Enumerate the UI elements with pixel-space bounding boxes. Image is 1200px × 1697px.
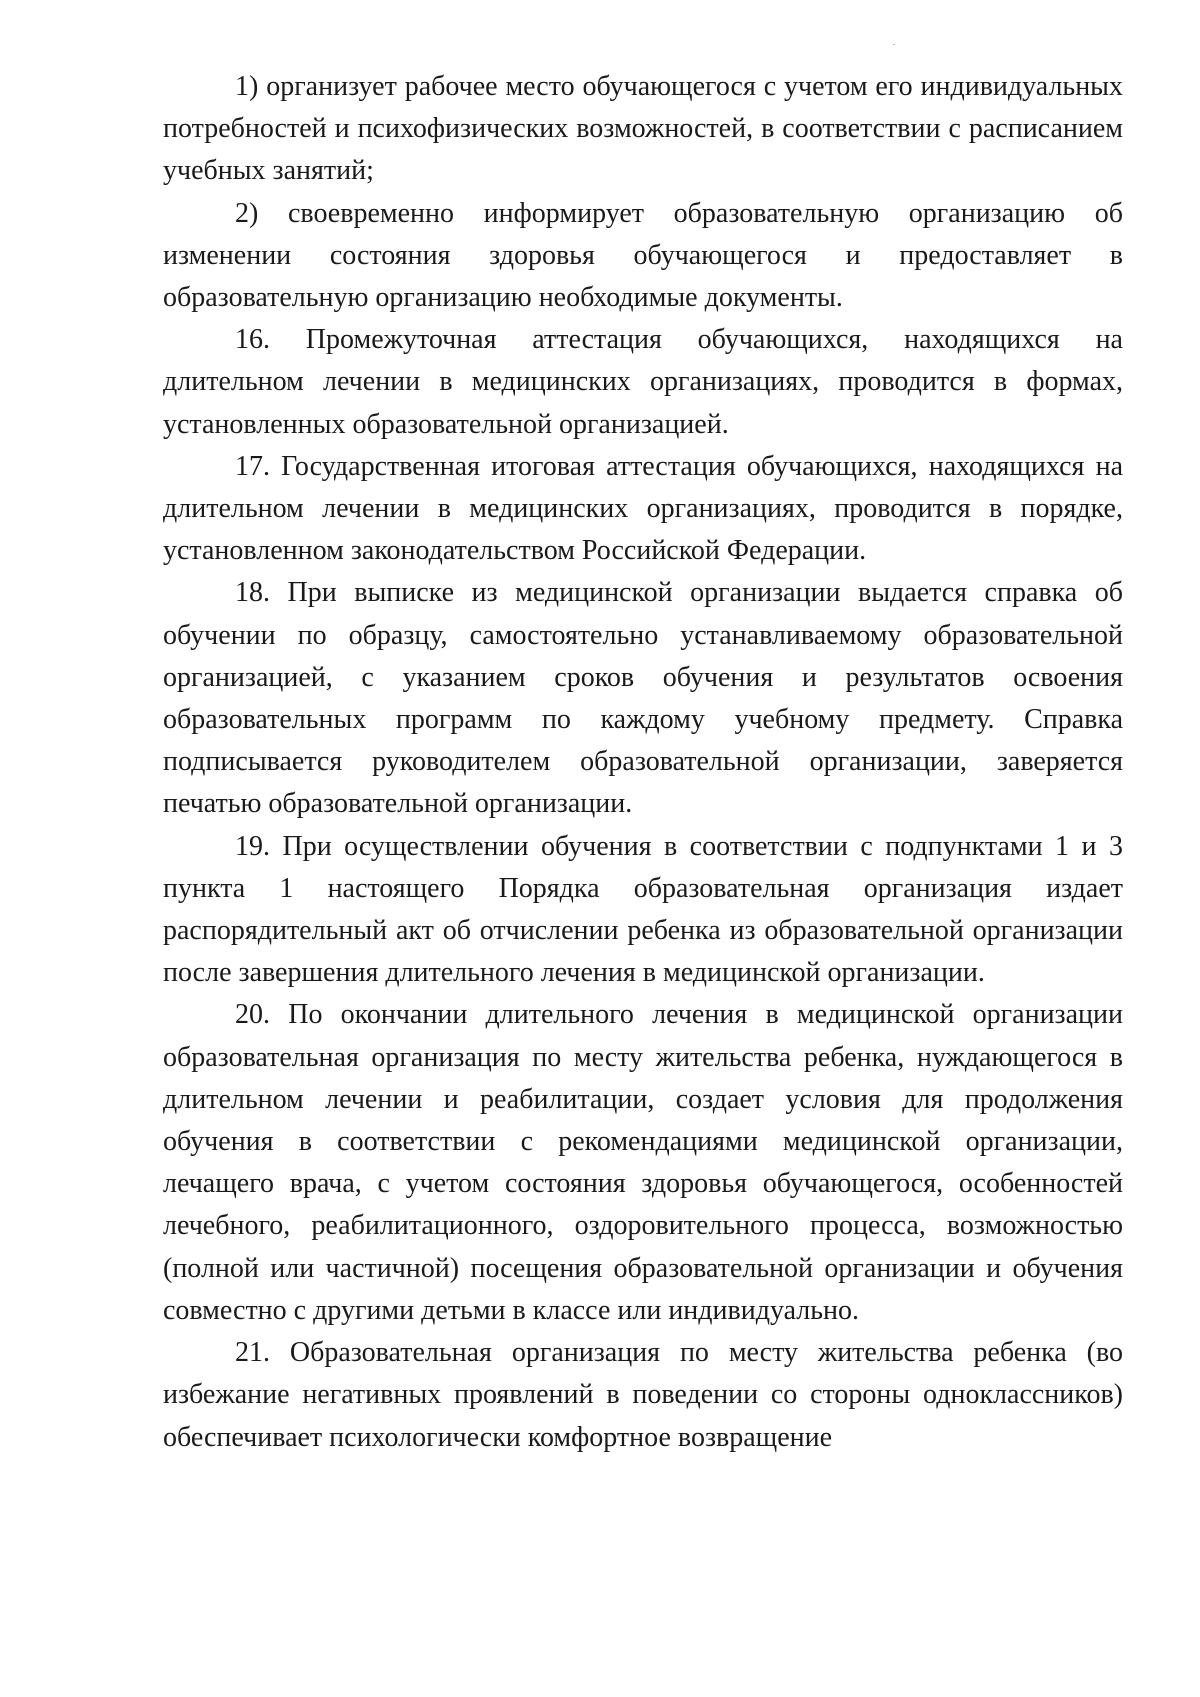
paragraph-19: 19. При осуществлении обучения в соответствии с подпунктами 1 и 3 пункта 1 настоящего Порядка образовательная организация издает распорядительный акт об отчислении ребенка из образовательной организации после завершения длительного лечения в медицинской организации. — [163, 830, 1123, 989]
paragraph-16: 16. Промежуточная аттестация обучающихся, находящихся на длительном лечении в медицинских организациях, проводится в формах, установленных образовательной организацией. — [163, 324, 1123, 440]
scan-speck — [893, 44, 895, 45]
paragraph-18: 18. При выписке из медицинской организации выдается справка об обучении по образцу, самостоятельно устанавливаемому образовательной организацией, с указанием сроков обучения и результатов освоения образовательных программ по каждому учебному предмету. Справка подписывается руководителем образовательной организации, заверяется печатью образовательной организации. — [163, 577, 1123, 820]
paragraph-item-1: 1) организует рабочее место обучающегося с учетом его индивидуальных потребностей и психофизических возможностей, в соответствии с расписанием учебных занятий; — [163, 71, 1123, 187]
paragraph-item-2: 2) своевременно информирует образовательную организацию об изменении состояния здоровья обучающегося и предоставляет в образовательную организацию необходимые документы. — [163, 197, 1123, 314]
paragraph-21: 21. Образовательная организация по месту жительства ребенка (во избежание негативных проявлений в поведении со стороны одноклассников) обеспечивает психологически комфортное возвращение — [163, 1337, 1123, 1453]
paragraph-17: 17. Государственная итоговая аттестация обучающихся, находящихся на длительном лечении в медицинских организациях, проводится в порядке, установленном законодательством Российской Федерации. — [163, 450, 1123, 567]
document-body — [163, 66, 1123, 1459]
paragraph-20: 20. По окончании длительного лечения в медицинской организации образовательная организация по месту жительства ребенка, нуждающегося в длительном лечении и реабилитации, создает условия для продолжения обучения в соответствии с рекомендациями медицинской организации, лечащего врача, с учетом состояния здоровья обучающегося, особенностей лечебного, реабилитационного, оздоровительного процесса, возможностью (полной или частичной) посещения образовательной организации и обучения совместно с другими детьми в классе или индивидуально. — [163, 999, 1123, 1326]
